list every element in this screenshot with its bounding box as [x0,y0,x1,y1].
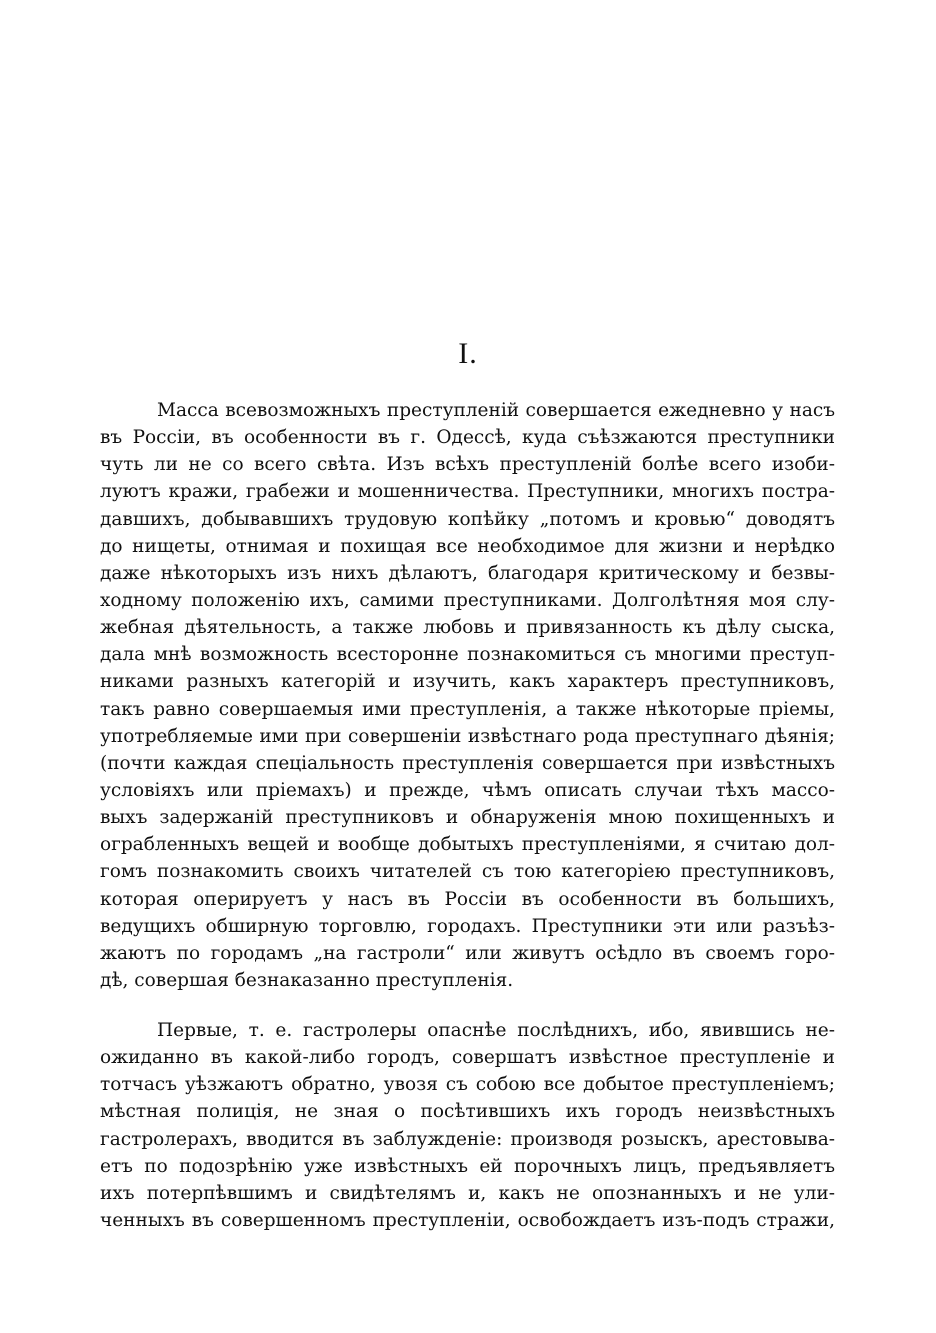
text-line: жаютъ по городамъ „на гастроли“ или живутъ осѣдло въ своемъ горо- [100,942,835,964]
text-line: гомъ познакомить своихъ читателей съ тою категоріею преступниковъ, [100,861,835,883]
text-line: употребляемые ими при совершеніи извѣстнаго рода преступнаго дѣянія; [100,725,835,747]
chapter-number: I. [458,337,478,370]
text-line: никами разныхъ категорій и изучить, какъ характеръ преступниковъ, [100,671,835,693]
paragraph-2 [100,1017,835,1234]
text-line: гастролерахъ, вводится въ заблужденіе: производя розыскъ, арестовыва- [100,1128,835,1150]
text-line: ведущихъ обширную торговлю, городахъ. Преступники эти или разъѣз- [100,915,835,937]
text-line: давшихъ, добывавшихъ трудовую копѣйку „потомъ и кровью“ доводятъ [100,508,835,530]
text-line: етъ по подозрѣнію уже извѣстныхъ ей порочныхъ лицъ, предъявляетъ [100,1155,835,1177]
text-line: дала мнѣ возможность всесторонне познакомиться съ многими преступ- [100,644,835,666]
text-line: даже нѣкоторыхъ изъ нихъ дѣлаютъ, благодаря критическому и безвы- [100,562,835,584]
text-line: (почти каждая спеціальность преступленія совершается при извѣстныхъ [100,752,835,774]
text-line: ходному положенію ихъ, самими преступниками. Долголѣтняя моя слу- [100,589,835,611]
text-line: тотчасъ уѣзжаютъ обратно, увозя съ собою все добытое преступленіемъ; [100,1074,835,1096]
text-line: мѣстная полиція, не зная о посѣтившихъ ихъ городъ неизвѣстныхъ [100,1101,835,1123]
text-line: въ Россіи, въ особенности въ г. Одессѣ, куда съѣзжаются преступники [100,427,835,449]
text-line: до нищеты, отнимая и похищая все необходимое для жизни и нерѣдко [100,535,835,557]
text-line: Первые, т. е. гастролеры опаснѣе послѣднихъ, ибо, явившись не- [157,1020,835,1041]
paragraph-1 [100,397,835,994]
text-line: выхъ задержаній преступниковъ и обнаруженія мною похищенныхъ и [100,807,835,829]
text-line: луютъ кражи, грабежи и мошенничества. Преступники, многихъ постра- [100,481,835,503]
text-line: Масса всевозможныхъ преступленій совершается ежедневно у насъ [157,400,835,421]
text-line: такъ равно совершаемыя ими преступленія, а также нѣкоторые пріемы, [100,698,835,720]
text-line: ограбленныхъ вещей и вообще добытыхъ преступленіями, я считаю дол- [100,834,835,856]
text-line: чуть ли не со всего свѣта. Изъ всѣхъ преступленій болѣе всего изоби- [100,454,835,476]
text-line: ихъ потерпѣвшимъ и свидѣтелямъ и, какъ не опознанныхъ и не ули- [100,1182,835,1204]
text-line: ожиданно въ какой-либо городъ, совершатъ извѣстное преступленіе и [100,1047,835,1069]
text-line: условіяхъ или пріемахъ) и прежде, чѣмъ описать случаи тѣхъ массо- [100,779,835,801]
text-line: дѣ, совершая безнаказанно преступленія. [100,969,514,991]
text-line: ченныхъ въ совершенномъ преступленіи, освобождаетъ изъ-подъ стражи, [100,1209,835,1231]
text-line: которая оперируетъ у насъ въ Россіи въ особенности въ большихъ, [100,888,835,910]
text-line: жебная дѣятельность, а также любовь и привязанность къ дѣлу сыска, [100,617,835,639]
